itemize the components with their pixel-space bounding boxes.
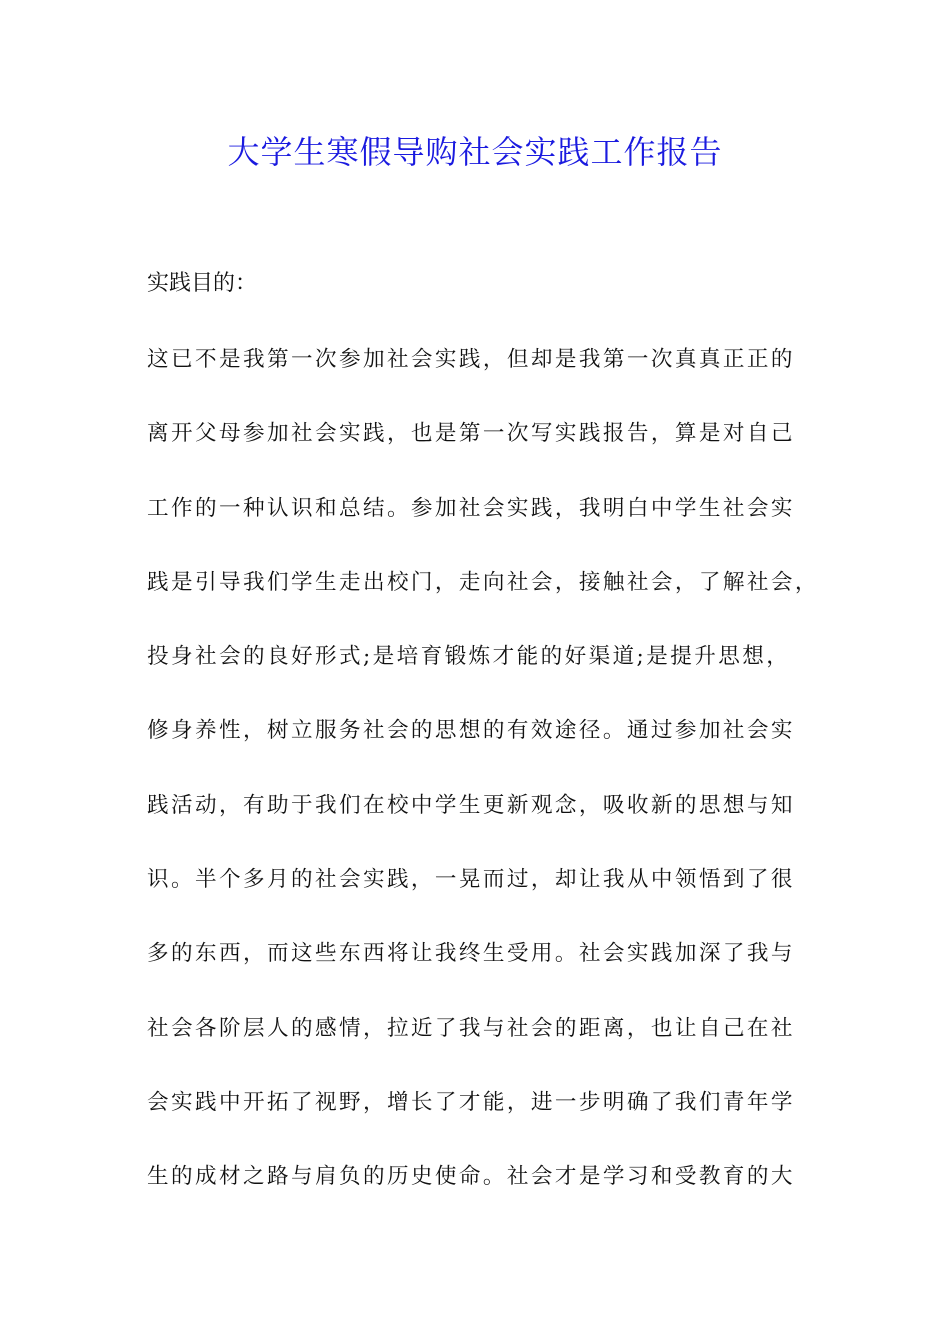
body-line: 工作的一种认识和总结。参加社会实践，我明白中学生社会实 xyxy=(147,495,795,521)
body-line: 投身社会的良好形式;是培育锻炼才能的好渠道;是提升思想， xyxy=(147,644,791,670)
body-line: 生的成材之路与肩负的历史使命。社会才是学习和受教育的大 xyxy=(147,1164,795,1190)
document-title: 大学生寒假导购社会实践工作报告 xyxy=(227,133,723,171)
body-line: 社会各阶层人的感情，拉近了我与社会的距离，也让自己在社 xyxy=(147,1015,795,1041)
section-heading: 实践目的： xyxy=(147,271,258,296)
body-line: 践是引导我们学生走出校门，走向社会，接触社会，了解社会， xyxy=(147,569,819,595)
body-line: 修身养性，树立服务社会的思想的有效途径。通过参加社会实 xyxy=(147,718,795,744)
body-line: 会实践中开拓了视野，增长了才能，进一步明确了我们青年学 xyxy=(147,1089,795,1115)
body-line: 这已不是我第一次参加社会实践，但却是我第一次真真正正的 xyxy=(147,347,795,372)
body-line: 识。半个多月的社会实践，一晃而过，却让我从中领悟到了很 xyxy=(147,867,795,893)
body-line: 践活动，有助于我们在校中学生更新观念，吸收新的思想与知 xyxy=(147,792,795,818)
body-text xyxy=(147,340,817,1232)
body-line: 离开父母参加社会实践，也是第一次写实践报告，算是对自己 xyxy=(147,421,795,447)
body-line: 多的东西，而这些东西将让我终生受用。社会实践加深了我与 xyxy=(147,941,795,967)
